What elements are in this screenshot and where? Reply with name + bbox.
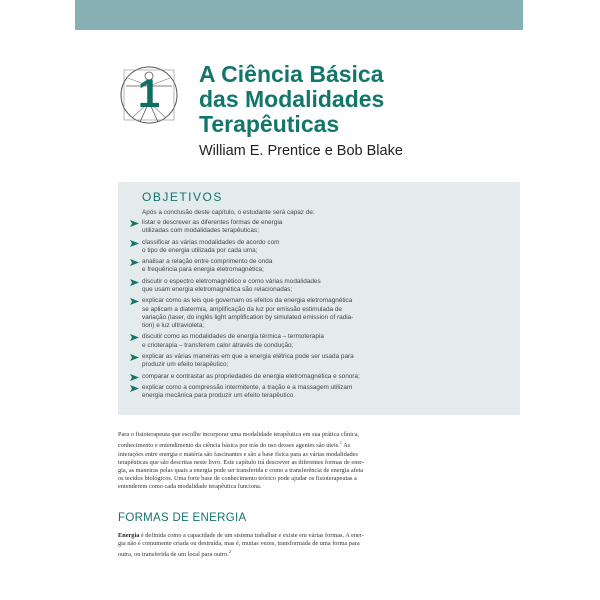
- chapter-title: [199, 62, 529, 137]
- intro-paragraph: [118, 431, 520, 492]
- objective-line: comparar e contrastar as propriedades de energia eletromagnética e sonora;: [142, 372, 360, 380]
- chapter-title-line: A Ciência Básica: [199, 61, 384, 87]
- objectives-box: [118, 182, 520, 415]
- arrow-bullet-icon: [130, 259, 139, 266]
- paragraph-line-text: é definida como a capacidade de um sistema trabalhar e existe em várias formas. A ener-: [139, 532, 364, 539]
- chapter-authors: William E. Prentice e Bob Blake: [199, 143, 403, 159]
- objectives-heading: OBJETIVOS: [142, 190, 223, 204]
- objective-item: [128, 219, 512, 235]
- objective-line: variação (laser, do inglês light amplification by simulated emission of radia-: [142, 313, 354, 321]
- objective-item: [128, 353, 512, 369]
- objective-item: [128, 239, 512, 255]
- arrow-bullet-icon: [130, 374, 139, 381]
- objective-line: analisar a relação entre comprimento de onda: [142, 258, 273, 266]
- objective-item: [128, 373, 512, 381]
- top-color-band: [75, 0, 523, 30]
- section-heading: FORMAS DE ENERGIA: [118, 512, 247, 524]
- paragraph-line: os tecidos biológicos. Uma forte base de conhecimento teórico pode ajudar os fisioterapeutas a: [118, 475, 357, 483]
- paragraph-line-text: As: [341, 442, 351, 450]
- vitruvian-man-icon: [118, 64, 180, 126]
- arrow-bullet-icon: [130, 220, 139, 227]
- paragraph-line: interações entre energia e matéria são fascinantes e são a base física para as várias modalidades: [118, 450, 358, 458]
- objective-line: explicar como a compressão intermitente, a tração e a massagem utilizam: [142, 383, 353, 391]
- reference-superscript: 2: [228, 549, 231, 555]
- arrow-bullet-icon: [130, 279, 139, 286]
- objective-item: [128, 258, 512, 274]
- paragraph-line: [118, 532, 520, 540]
- objective-line: se aplicam a diatermia, amplificação da luz por emissão estimulada de: [142, 305, 342, 313]
- paragraph-line: [118, 548, 520, 559]
- arrow-bullet-icon: [130, 334, 139, 341]
- paragraph-line: Para o fisioterapeuta que escolhe incorporar uma modalidade terapêutica em sua prática clínica,: [118, 431, 360, 438]
- paragraph-line-text: conhecimento e entendimento da ciência básica por trás do uso desses agentes são úteis.: [118, 442, 340, 450]
- objectives-list: [128, 219, 512, 404]
- reference-superscript: 1: [339, 440, 342, 446]
- arrow-bullet-icon: [130, 385, 139, 392]
- objective-item: [128, 384, 512, 400]
- objective-line: e frequência para energia eletromagnética;: [142, 266, 264, 274]
- objective-line: tion) e luz ultravioleta;: [142, 321, 205, 329]
- objective-item: [128, 297, 512, 330]
- paragraph-line-text: outra, ou transferida de um local para outro.: [118, 551, 229, 559]
- objective-line: e crioterapia – transferem calor através de condução;: [142, 341, 294, 349]
- arrow-bullet-icon: [130, 298, 139, 305]
- objective-line: discutir como as modalidades de energia térmica – termoterapia: [142, 333, 324, 341]
- objectives-intro: Após a conclusão deste capítulo, o estudante será capaz de:: [142, 209, 315, 216]
- energy-paragraph: [118, 532, 520, 560]
- paragraph-line: gia não é comumente criada ou destruída, mas é, muitas vezes, transformada de uma forma para: [118, 540, 360, 548]
- objective-line: discutir o espectro eletromagnético e como várias modalidades: [142, 277, 321, 285]
- arrow-bullet-icon: [130, 240, 139, 247]
- chapter-title-line: das Modalidades: [199, 86, 385, 112]
- arrow-bullet-icon: [130, 354, 139, 361]
- objective-line: utilizadas com modalidades terapêuticas;: [142, 227, 259, 235]
- objective-line: explicar as várias maneiras em que a energia elétrica pode ser usada para: [142, 352, 354, 360]
- chapter-number: 1: [137, 72, 161, 116]
- paragraph-line: gia, as maneiras pelas quais a energia pode ser transferida e como a transferência de energia afeta: [118, 466, 364, 474]
- objective-line: o tipo de energia utilizada por cada uma;: [142, 246, 258, 254]
- objective-item: [128, 278, 512, 294]
- paragraph-line: terapêuticas que são descritas neste livro. Este capítulo irá descrever as diferentes formas de ener-: [118, 458, 365, 466]
- objective-line: explicar como as leis que governam os efeitos da energia eletromagnética: [142, 297, 353, 305]
- objective-line: produzir um efeito terapêutico;: [142, 361, 229, 369]
- paragraph-line: entenderem como cada modalidade terapêutica funciona.: [118, 483, 262, 491]
- objective-line: listar e descrever as diferentes formas de energia: [142, 219, 283, 226]
- objective-item: [128, 333, 512, 349]
- objective-line: classificar as várias modalidades de acordo com: [142, 238, 280, 246]
- objective-line: que usam energia eletromagnética são relacionadas;: [142, 285, 293, 293]
- paragraph-line: [118, 439, 520, 450]
- chapter-title-line: Terapêuticas: [199, 111, 340, 137]
- defined-term: Energia: [118, 532, 140, 539]
- objective-line: energia mecânica para produzir um efeito terapêutico.: [142, 392, 296, 400]
